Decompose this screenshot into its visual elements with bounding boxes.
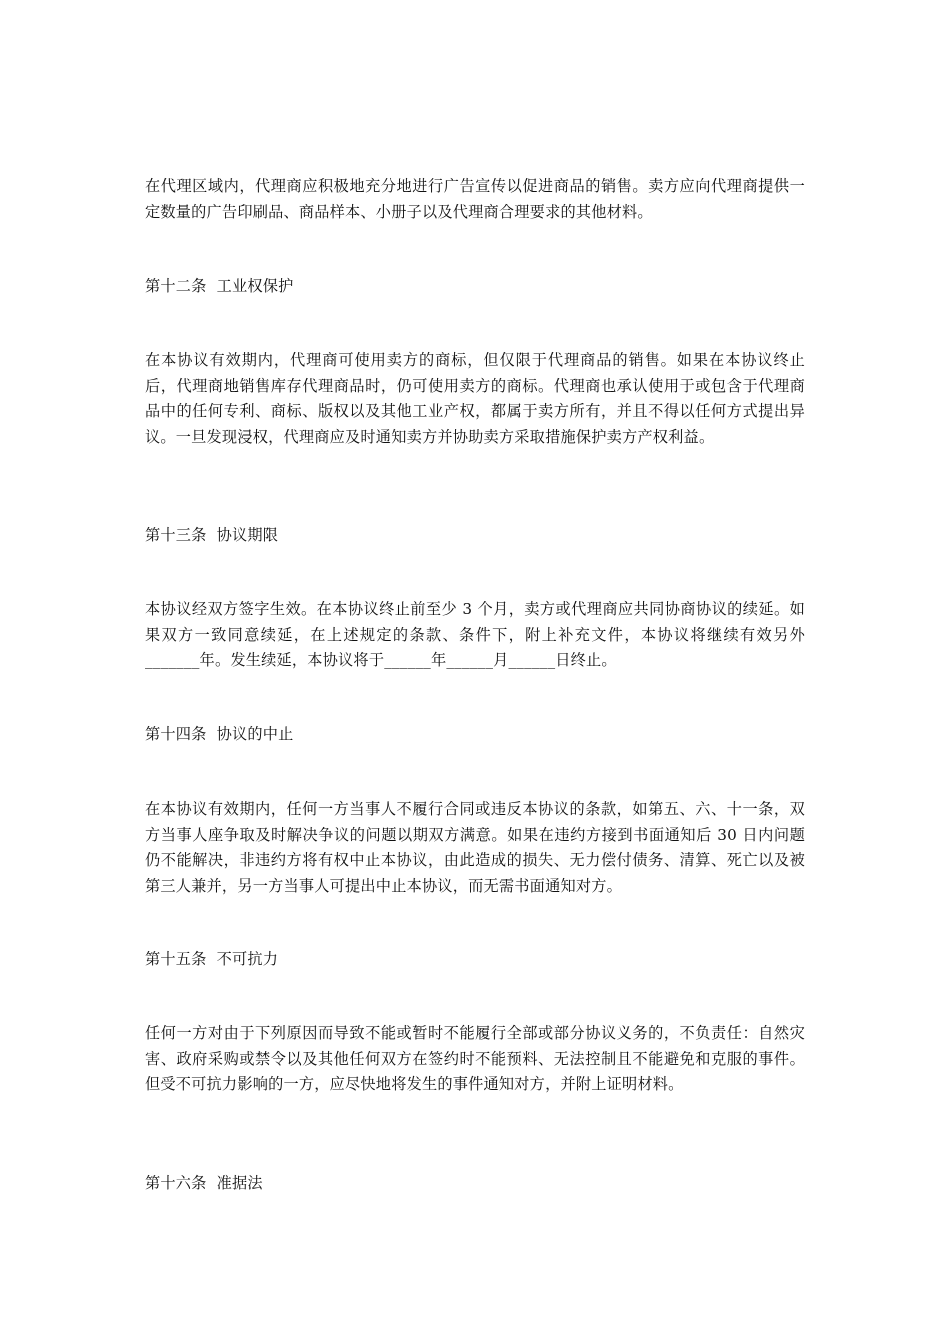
paragraph-force-majeure: 任何一方对由于下列原因而导致不能或暂时不能履行全部或部分协议义务的，不负责任：自然灾害、政府采购或禁令以及其他任何双方在签约时不能预料、无法控制且不能避免和克服的事件。但受不可抗力影响的一方，应尽快地将发生的事件通知对方，并附上证明材料。 [145, 1024, 805, 1093]
heading-article-12: 第十二条 工业权保护 [145, 277, 294, 295]
heading-article-13: 第十三条 协议期限 [145, 526, 279, 544]
paragraph-advertising: 在代理区域内，代理商应积极地充分地进行广告宣传以促进商品的销售。卖方应向代理商提供一定数量的广告印刷品、商品样本、小册子以及代理商合理要求的其他材料。 [145, 177, 805, 221]
paragraph-agreement-termination: 在本协议有效期内，任何一方当事人不履行合同或违反本协议的条款，如第五、六、十一条，双方当事人座争取及时解决争议的问题以期双方满意。如果在违约方接到书面通知后 30 日内问题仍不能解决，非违约方将有权中止本协议，由此造成的损失、无力偿付债务、清算、死亡以及被第三人兼并，另一方当事人可提出中止本协议，而无需书面通知对方。 [145, 800, 805, 895]
heading-article-14: 第十四条 协议的中止 [145, 725, 294, 743]
paragraph-agreement-term: 本协议经双方签字生效。在本协议终止前至少 3 个月，卖方或代理商应共同协商协议的续延。如果双方一致同意续延，在上述规定的条款、条件下，附上补充文件，本协议将继续有效另外_______年。发生续延，本协议将于______年______月______日终止。 [145, 600, 805, 669]
heading-article-16: 第十六条 准据法 [145, 1174, 263, 1192]
paragraph-industrial-property: 在本协议有效期内，代理商可使用卖方的商标，但仅限于代理商品的销售。如果在本协议终止后，代理商地销售库存代理商品时，仍可使用卖方的商标。代理商也承认使用于或包含于代理商品中的任何专利、商标、版权以及其他工业产权，都属于卖方所有，并且不得以任何方式提出异议。一旦发现浸权，代理商应及时通知卖方并协助卖方采取措施保护卖方产权利益。 [145, 351, 805, 446]
heading-article-15: 第十五条 不可抗力 [145, 950, 279, 968]
